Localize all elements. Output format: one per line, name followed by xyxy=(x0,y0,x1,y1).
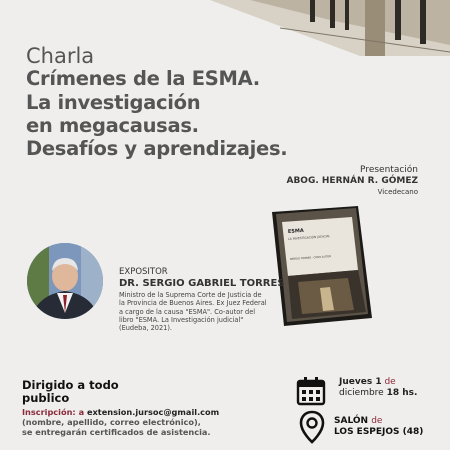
registration-details: (nombre, apellido, correo electrónico), xyxy=(22,417,201,427)
date-connector: de xyxy=(384,377,396,387)
location-pin-icon xyxy=(299,410,325,444)
event-title-line: Desafíos y aprendizajes. xyxy=(26,137,288,160)
event-time: 18 hs. xyxy=(386,388,418,398)
book-authors: SERGIO TORRES · OTRO AUTOR xyxy=(289,255,332,261)
event-date xyxy=(339,377,439,399)
presenter-label: Presentación xyxy=(360,165,418,175)
registration-connector: a xyxy=(78,407,85,417)
calendar-icon xyxy=(296,376,326,406)
event-type-label: Charla xyxy=(26,44,95,68)
book-cover-image xyxy=(268,202,378,330)
event-title-line: Crímenes de la ESMA. xyxy=(26,67,260,90)
presenter-name: ABOG. HERNÁN R. GÓMEZ xyxy=(286,176,418,186)
event-title-line: La investigación xyxy=(26,91,201,114)
registration-note: se entregarán certificados de asistencia. xyxy=(22,427,211,437)
venue-connector: de xyxy=(371,416,383,426)
event-day: Jueves 1 xyxy=(339,377,382,387)
event-venue xyxy=(334,416,444,438)
speaker-label: EXPOSITOR xyxy=(119,267,168,277)
event-month: diciembre xyxy=(339,388,384,398)
speaker-photo xyxy=(27,243,103,319)
registration-info xyxy=(22,407,262,437)
book-title: ESMA xyxy=(287,227,304,235)
event-title-line: en megacausas. xyxy=(26,114,199,137)
registration-label: Inscripción: xyxy=(22,407,76,417)
presenter-role: Vicedecano xyxy=(377,188,418,196)
speaker-name: DR. SERGIO GABRIEL TORRES xyxy=(119,278,285,289)
registration-email-link[interactable]: extension.jursoc@gmail.com xyxy=(86,407,220,417)
venue-prefix: SALÓN xyxy=(334,416,369,426)
venue-name: LOS ESPEJOS (48) xyxy=(334,427,424,437)
book-subtitle: LA INVESTIGACIÓN JUDICIAL xyxy=(287,234,331,241)
speaker-bio: Ministro de la Suprema Corte de Justicia de la Provincia de Buenos Aires. Ex Juez Federal a cargo de la causa "ESMA". Co-autor del libro "ESMA. La Investigación judicial" (Eudeba, 2021). xyxy=(119,291,267,333)
audience-text: Dirigido a todo publico xyxy=(22,378,119,405)
